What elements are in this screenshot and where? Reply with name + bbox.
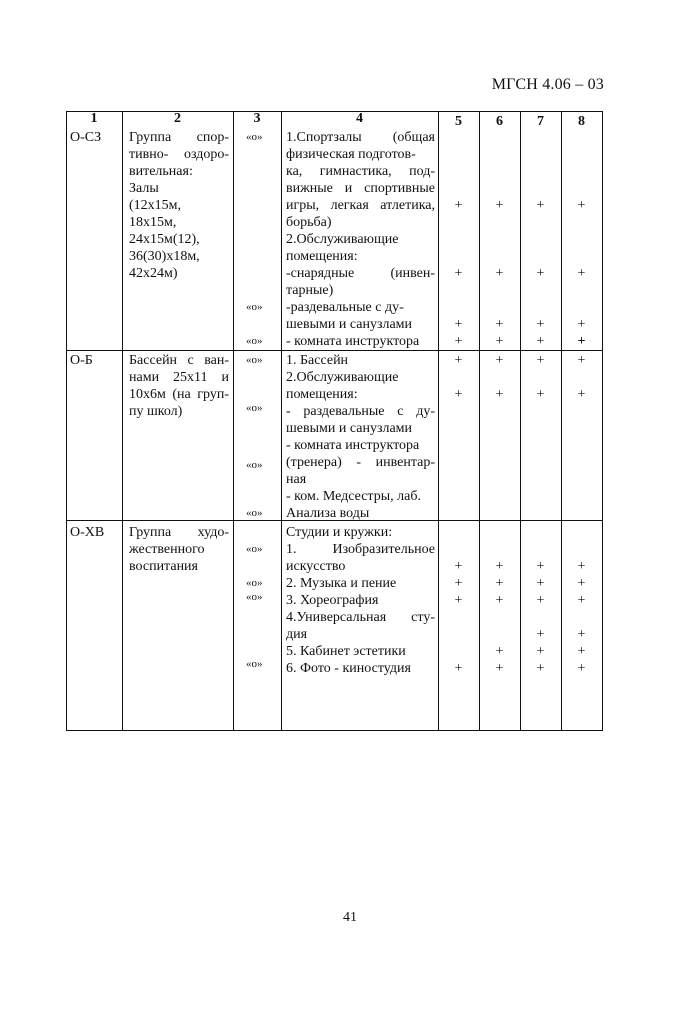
- column-header: 8: [578, 114, 585, 129]
- mark-o: «о»: [246, 301, 263, 313]
- group-name-line: Группа спор-: [129, 130, 229, 145]
- plus-mark: +: [495, 266, 504, 281]
- content-line: ка, гимнастика, под-: [286, 164, 435, 179]
- plus-mark: +: [536, 593, 545, 608]
- group-name-line: (12x15м,: [129, 198, 182, 213]
- content-line: 3. Хореография: [286, 593, 379, 608]
- group-name-line: 36(30)x18м,: [129, 249, 200, 264]
- mark-o: «о»: [246, 402, 263, 414]
- page-header: МГСН 4.06 – 03: [491, 76, 604, 93]
- column-header: 1: [90, 111, 98, 126]
- content-line: 2. Музыка и пение: [286, 576, 397, 591]
- content-line: - ком. Медсестры, лаб.: [286, 489, 421, 504]
- plus-mark: +: [577, 627, 586, 642]
- plus-mark: +: [495, 334, 504, 349]
- plus-mark: +: [536, 334, 545, 349]
- content-line: помещения:: [286, 249, 358, 264]
- plus-mark: +: [577, 593, 586, 608]
- content-line: ная: [286, 472, 307, 487]
- plus-mark: +: [536, 387, 545, 402]
- column-divider: [233, 111, 234, 731]
- plus-mark: +: [495, 387, 504, 402]
- content-line: - комната инструктора: [286, 334, 420, 349]
- column-divider: [281, 111, 282, 731]
- mark-o: «о»: [246, 577, 263, 589]
- mark-o: «о»: [246, 335, 263, 347]
- column-divider: [122, 111, 123, 731]
- content-line: Студии и кружки:: [286, 525, 393, 540]
- group-name-line: тивно- оздоро-: [129, 147, 229, 162]
- table-border-bottom: [66, 730, 603, 731]
- mark-o: «о»: [246, 507, 263, 519]
- plus-mark: +: [536, 627, 545, 642]
- plus-mark: +: [454, 661, 463, 676]
- mark-o: «о»: [246, 459, 263, 471]
- content-line: 1.Спортзалы (общая: [286, 130, 435, 145]
- content-line: - комната инструктора: [286, 438, 420, 453]
- plus-mark: +: [454, 334, 463, 349]
- group-name-line: пу школ): [129, 404, 183, 419]
- column-header: 5: [455, 114, 462, 129]
- plus-mark: +: [577, 334, 586, 349]
- plus-mark: +: [577, 353, 586, 368]
- content-line: тарные): [286, 283, 334, 298]
- plus-mark: +: [536, 353, 545, 368]
- plus-mark: +: [454, 266, 463, 281]
- plus-mark: +: [495, 198, 504, 213]
- plus-mark: +: [536, 661, 545, 676]
- content-line: (тренера) - инвентар-: [286, 455, 435, 470]
- group-name-line: 42x24м): [129, 266, 178, 281]
- plus-mark: +: [454, 317, 463, 332]
- plus-mark: +: [577, 198, 586, 213]
- row-code: О-СЗ: [70, 130, 102, 145]
- mark-o: «о»: [246, 354, 263, 366]
- row-code: О-Б: [70, 353, 93, 368]
- group-name-line: вительная:: [129, 164, 193, 179]
- plus-mark: +: [495, 644, 504, 659]
- content-line: 2.Обслуживающие: [286, 232, 399, 247]
- plus-mark: +: [454, 387, 463, 402]
- content-line: Анализа воды: [286, 506, 370, 521]
- plus-mark: +: [454, 593, 463, 608]
- plus-mark: +: [536, 559, 545, 574]
- group-name-line: Залы: [129, 181, 159, 196]
- content-line: борьба): [286, 215, 332, 230]
- content-line: вижные и спортивные: [286, 181, 435, 196]
- group-name-line: 18x15м,: [129, 215, 177, 230]
- content-line: 6. Фото - киностудия: [286, 661, 411, 676]
- plus-mark: +: [536, 198, 545, 213]
- requirements-table: [66, 111, 603, 731]
- plus-mark: +: [577, 644, 586, 659]
- plus-mark: +: [536, 266, 545, 281]
- mark-o: «о»: [246, 591, 263, 603]
- mark-o: «о»: [246, 543, 263, 555]
- plus-mark: +: [536, 317, 545, 332]
- content-line: игры, легкая атлетика,: [286, 198, 435, 213]
- content-line: 5. Кабинет эстетики: [286, 644, 406, 659]
- plus-mark: +: [577, 317, 586, 332]
- plus-mark: +: [495, 317, 504, 332]
- content-line: шевыми и санузлами: [286, 317, 413, 332]
- plus-mark: +: [577, 266, 586, 281]
- content-line: 1. Изобразительное: [286, 542, 435, 557]
- plus-mark: +: [577, 559, 586, 574]
- plus-mark: +: [495, 593, 504, 608]
- plus-mark: +: [454, 559, 463, 574]
- plus-mark: +: [495, 353, 504, 368]
- mark-o: «о»: [246, 658, 263, 670]
- group-name-line: нами 25x11 и: [129, 370, 229, 385]
- row-divider: [66, 350, 603, 351]
- plus-mark: +: [536, 576, 545, 591]
- group-name-line: жественного: [129, 542, 205, 557]
- content-line: 1. Бассейн: [286, 353, 349, 368]
- column-header: 6: [496, 114, 503, 129]
- plus-mark: +: [577, 576, 586, 591]
- content-line: шевыми и санузлами: [286, 421, 413, 436]
- content-line: - раздевальные с ду-: [286, 404, 435, 419]
- plus-mark: +: [577, 387, 586, 402]
- content-line: помещения:: [286, 387, 358, 402]
- group-name-line: 24x15м(12),: [129, 232, 200, 247]
- column-header: 4: [356, 111, 363, 126]
- plus-mark: +: [536, 644, 545, 659]
- column-header: 7: [537, 114, 544, 129]
- column-header: 3: [253, 111, 261, 126]
- group-name-line: воспитания: [129, 559, 198, 574]
- table-border-right: [602, 111, 603, 731]
- content-line: -раздевальные с ду-: [286, 300, 404, 315]
- table-border-left: [66, 111, 67, 731]
- content-line: дия: [286, 627, 308, 642]
- content-line: -снарядные (инвен-: [286, 266, 435, 281]
- row-code: О-ХВ: [70, 525, 105, 540]
- group-name-line: Бассейн с ван-: [129, 353, 229, 368]
- plus-mark: +: [495, 661, 504, 676]
- plus-mark: +: [577, 661, 586, 676]
- plus-mark: +: [454, 198, 463, 213]
- content-line: искусство: [286, 559, 346, 574]
- column-header: 2: [174, 111, 181, 126]
- group-name-line: 10x6м (на груп-: [129, 387, 229, 402]
- content-line: 2.Обслуживающие: [286, 370, 399, 385]
- content-line: физическая подготов-: [286, 147, 416, 162]
- content-line: 4.Универсальная сту-: [286, 610, 435, 625]
- plus-mark: +: [495, 576, 504, 591]
- page-number: 41: [343, 910, 357, 925]
- plus-mark: +: [454, 576, 463, 591]
- group-name-line: Группа худо-: [129, 525, 229, 540]
- mark-o: «о»: [246, 131, 263, 143]
- plus-mark: +: [495, 559, 504, 574]
- plus-mark: +: [454, 353, 463, 368]
